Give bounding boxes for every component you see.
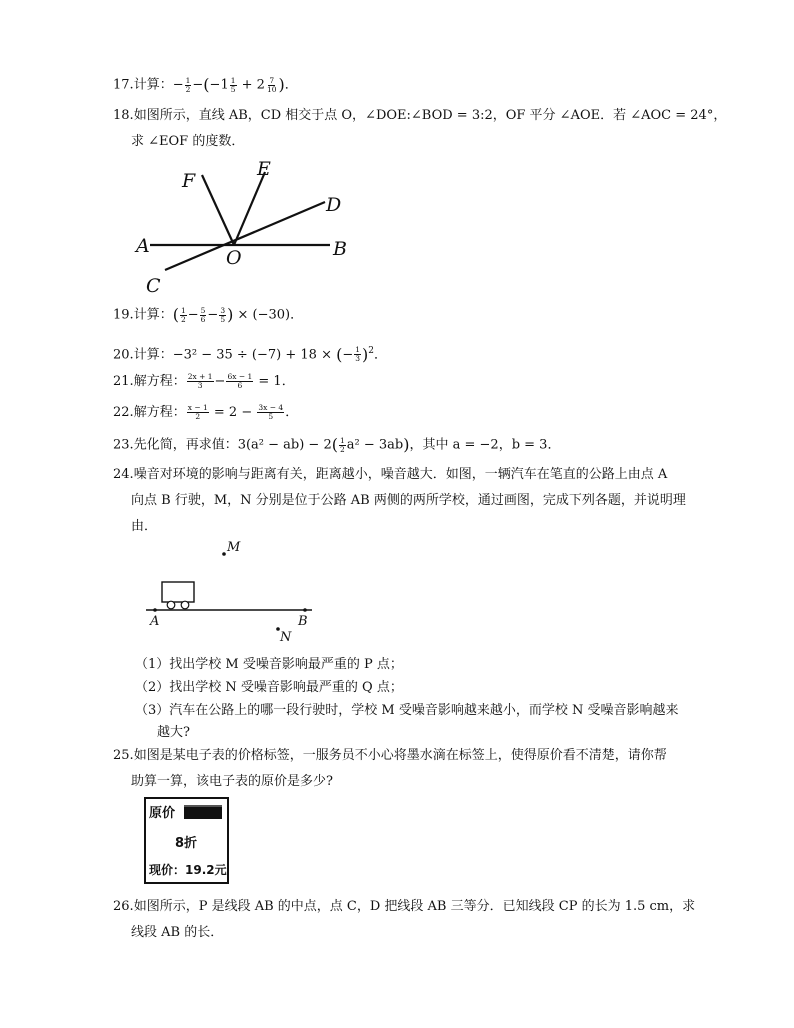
ink-blot (184, 805, 222, 819)
svg-text:B: B (298, 614, 308, 629)
label-b: B (333, 238, 347, 260)
angle-diagram (130, 155, 360, 295)
car-icon (162, 582, 194, 602)
current-price-label: 现价：19.2元 (149, 863, 227, 877)
label-c: C (146, 275, 161, 295)
fraction: $\frac{1}{2}$ (185, 75, 191, 94)
question-26: 26.如图所示，P 是线段 AB 的中点，点 C，D 把线段 AB 三等分．已知线段 CP 的长为 1.5 cm，求 (113, 899, 696, 914)
question-22: 22.解方程： $\frac{x - 1}{2}$ = 2 − $\frac{3x - 4}{5}$ ． (113, 403, 299, 421)
label-d: D (326, 194, 342, 216)
point-a (153, 608, 157, 612)
question-20: 20.计算：−3² − 35 ÷ (−7) + 18 × (− $\frac{1}{3}$ )$^2$． (113, 344, 388, 364)
question-17: 17.计算：− $\frac{1}{2}$ −(−1 $\frac{1}{5}$ + 2 $\frac{7}{10}$ )． (113, 75, 298, 94)
question-25: 25.如图是某电子表的价格标签，一服务员不小心将墨水滴在标签上，使得原价看不清楚，请你帮 (113, 748, 667, 763)
question-18-line2: 求 ∠EOF 的度数． (131, 134, 245, 149)
question-24: 24.噪音对环境的影响与距离有关，距离越小，噪音越大．如图，一辆汽车在笔直的公路上由点 A (113, 467, 668, 482)
svg-text:M: M (227, 540, 241, 555)
ray-of (202, 175, 234, 245)
question-23: 23.先化简，再求值：3(a² − ab) − 2( $\frac{1}{2}$ a² − 3ab)，其中 a = −2，b = 3． (113, 435, 561, 454)
original-price-label: 原价 (149, 806, 176, 821)
label-e: E (257, 158, 271, 180)
road-diagram (140, 535, 330, 650)
svg-text:N: N (280, 630, 292, 645)
point-m (222, 552, 226, 556)
label-a: A (136, 235, 150, 257)
discount-label: 8折 (174, 836, 198, 851)
question-19: 19.计算：( $\frac{1}{2}$ − $\frac{5}{6}$ − $\frac{3}{5}$ ) × (−30)． (113, 305, 304, 324)
line-cd (165, 202, 325, 270)
question-24-part1: （1）找出学校 M 受噪音影响最严重的 P 点； (135, 657, 403, 672)
point-b (303, 608, 307, 612)
label-o: O (226, 247, 242, 269)
label-f: F (182, 170, 196, 192)
question-18: 18.如图所示，直线 AB，CD 相交于点 O，∠DOE:∠BOD = 3:2，OF 平分 ∠AOE．若 ∠AOC = 24°， (113, 108, 727, 123)
worksheet-page: 17.计算：− $\frac{1}{2}$ −(−1 $\frac{1}{5}$ + 2 $\frac{7}{10}$ )． 18.如图所示，直线 AB，CD 相交于点 O，∠DOE:∠BOD = 3:2，OF 平分 ∠AOE．若 ∠AOC = 24°， 求 ∠EOF 的度数． F E D A O B C 19.计算：( $\frac{1}{2}$ − $\frac{5}{6}$ − $\frac{3}{5}$ ) × (−30)． 20.计算：−3² − 35 ÷ (−7) + 18 × (− $\frac{1}{3}$ )$^2$． 21.解方程： $\frac{2x + 1}{3}$ − $\frac{6x - 1}{6}$ = 1． 22.解方程： $\frac{x - 1}{2}$ = 2 − $\frac{3x - 4}{5}$ ． 23.先化简，再求值：3(a² − ab) − 2( $\frac{1}{2}$ a² − 3ab)，其中 a = −2，b = 3． 24.噪音对环境的影响与距离有关，距离越小，噪音越大．如图，一辆汽车在笔直的公路上由点 A 向点 B 行驶，M，N 分别是位于公路 AB 两侧的两所学校，通过画图，完成下列各题，并说明理 由． M A B N （1）找出学校 M 受噪音影响最严重的 P 点； （2）找出学校 N 受噪音影响最严重的 Q 点； （3）汽车在公路上的哪一段行驶时，学校 M 受噪音影响越来越小，而学校 N 受噪音影响越来 越大? 25.如图是某电子表的价格标签，一服务员不小心将墨水滴在标签上，使得原价看不清楚，请你帮 助算一算，该电子表的原价是多少? 原价 8折 现价：19.2元 26.如图所示，P 是线段 AB 的中点，点 C，D 把线段 AB 三等分．已知线段 CP 的长为 1.5 cm，求 线段 AB 的长． (0, 0, 794, 1028)
question-24-part3: （3）汽车在公路上的哪一段行驶时，学校 M 受噪音影响越来越小，而学校 N 受噪音影响越来 (135, 703, 679, 718)
question-24-part2: （2）找出学校 N 受噪音影响最严重的 Q 点； (135, 680, 403, 695)
question-21: 21.解方程： $\frac{2x + 1}{3}$ − $\frac{6x - 1}{6}$ = 1． (113, 372, 295, 390)
price-tag (144, 797, 229, 884)
svg-text:A: A (150, 614, 160, 629)
